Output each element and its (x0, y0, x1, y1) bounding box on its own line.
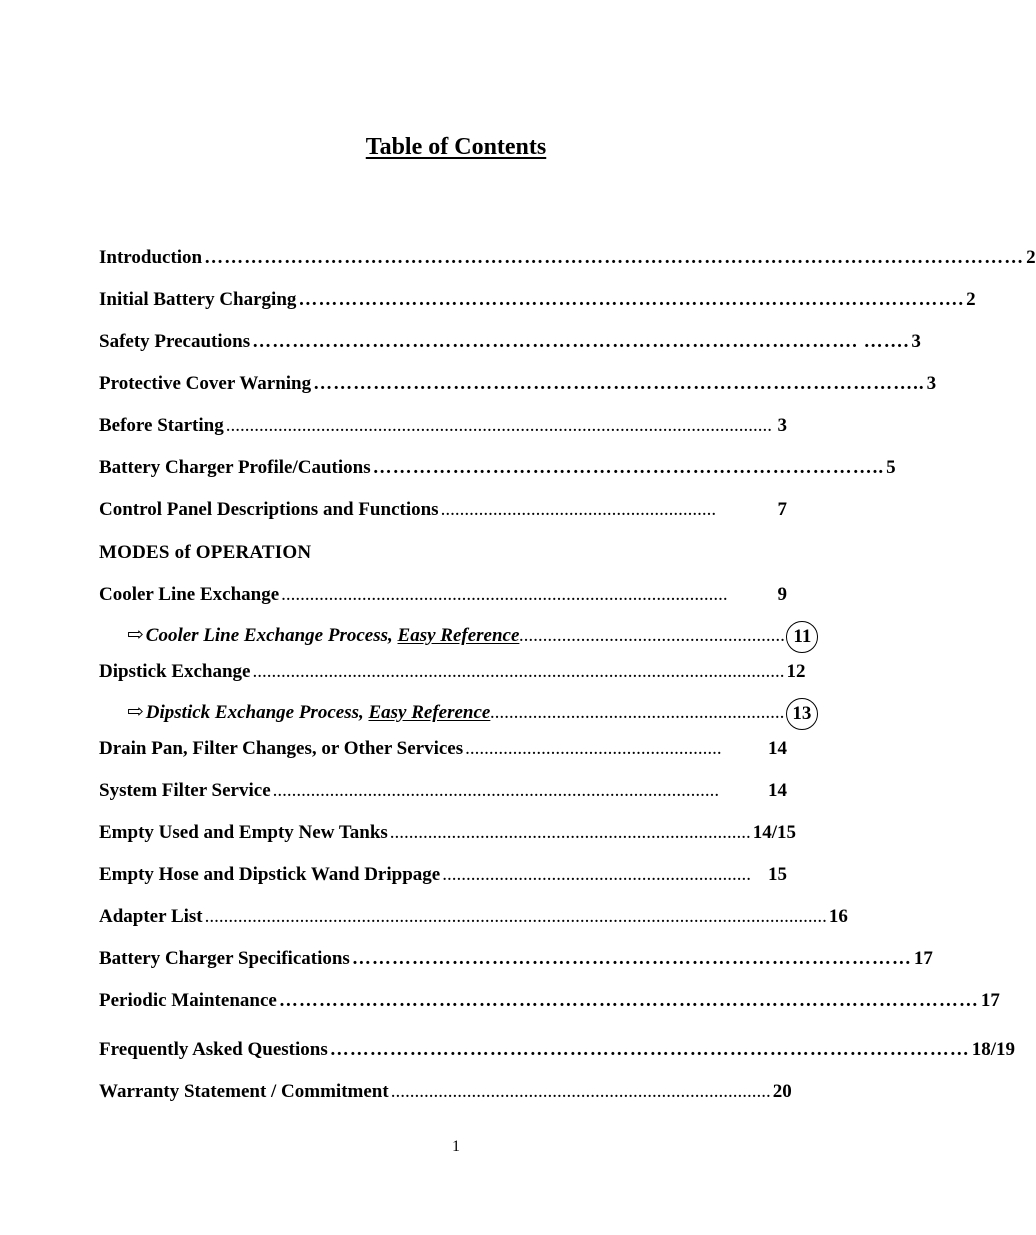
toc-leader-dots: ........................................................ (519, 625, 786, 646)
toc-page-number: 9 (777, 584, 787, 605)
toc-leader-dots: ………………………………………………………………………………………. (298, 289, 965, 310)
toc-leader-dots: ................................................................................................................ (252, 661, 785, 682)
toc-leader-dots: .............................................................................................. (281, 584, 728, 605)
toc-page-number: 12 (786, 661, 806, 682)
toc-entry-cooler-line-exchange[interactable] (99, 583, 787, 607)
toc-leader-dots: …………………………………………………………………………………………………………… (204, 247, 1025, 268)
toc-entry-battery-charger-profile[interactable] (99, 456, 896, 480)
toc-page-number: 17 (913, 948, 933, 969)
page-number-footer: 1 (452, 1138, 460, 1155)
arrow-right-icon: ⇨ (127, 701, 144, 723)
toc-subentry-cooler-line-easy-reference[interactable] (127, 620, 812, 652)
toc-page-number-circled: 13 (786, 698, 818, 730)
toc-leader-dots: .............................................................. (490, 702, 785, 723)
toc-leader-dots: ………………………………………………………………….. (372, 457, 885, 478)
toc-entry-label: Cooler Line Exchange Process, Easy Reference (145, 625, 520, 646)
toc-entry-dipstick-exchange[interactable] (99, 660, 806, 684)
toc-page-number: 14 (768, 780, 787, 801)
toc-entry-system-filter-service[interactable] (99, 779, 787, 803)
toc-entry-label: Frequently Asked Questions (99, 1039, 328, 1060)
toc-entry-label: Drain Pan, Filter Changes, or Other Services (99, 738, 464, 759)
toc-page-number: 7 (777, 499, 787, 520)
toc-leader-dots: ................................................................................................................................... (204, 906, 827, 927)
toc-entry-safety-precautions[interactable] (99, 330, 921, 354)
toc-leader-dots: …………………………………………………………………………………………… (278, 990, 979, 1011)
toc-page-number-circled: 11 (786, 621, 818, 653)
toc-leader-dots: ................................................................................................................... (225, 415, 772, 436)
toc-entry-faq[interactable] (99, 1038, 1016, 1062)
toc-page-number: 18/19 (971, 1039, 1016, 1060)
toc-entry-battery-charger-specs[interactable] (99, 947, 933, 971)
toc-page-number: 16 (828, 906, 848, 927)
easy-reference-link[interactable]: Easy Reference (368, 702, 491, 723)
toc-entry-label: Warranty Statement / Commitment (99, 1081, 389, 1102)
toc-leader-dots: ………………………………………………………………………………. ……. (252, 331, 910, 352)
toc-entry-label: Empty Used and Empty New Tanks (99, 822, 388, 843)
toc-entry-label: Before Starting (99, 415, 224, 436)
toc-entry-label: Initial Battery Charging (99, 289, 297, 310)
toc-entry-label: Safety Precautions (99, 331, 251, 352)
page-title: Table of Contents (365, 134, 547, 160)
toc-section-heading[interactable] (99, 541, 311, 565)
toc-entry-drain-pan[interactable] (99, 737, 787, 761)
toc-entry-empty-tanks[interactable] (99, 821, 797, 845)
toc-section-label: MODES of OPERATION (99, 542, 312, 563)
toc-entry-warranty[interactable] (99, 1080, 792, 1104)
toc-leader-dots: .......................................................... (440, 499, 717, 520)
toc-leader-dots: ................................................................. (442, 864, 751, 885)
toc-leader-dots: ................................................................................ (390, 1081, 771, 1102)
toc-subentry-dipstick-easy-reference[interactable] (127, 697, 812, 729)
toc-entry-initial-battery-charging[interactable] (99, 288, 976, 312)
toc-entry-label: Dipstick Exchange Process, Easy Reference (145, 702, 491, 723)
toc-entry-label: Battery Charger Specifications (99, 948, 350, 969)
toc-leader-dots: .............................................................................................. (272, 780, 720, 801)
easy-reference-link[interactable]: Easy Reference (397, 625, 520, 646)
toc-leader-dots: …………………………………………………………………………………… (329, 1039, 970, 1060)
toc-page-number: 14 (768, 738, 787, 759)
toc-entry-adapter-list[interactable] (99, 905, 848, 929)
toc-entry-label: Introduction (99, 247, 203, 268)
toc-leader-dots: ………………………………………………………………………… (351, 948, 912, 969)
toc-entry-protective-cover-warning[interactable] (99, 372, 937, 396)
toc-page-number: 5 (886, 457, 896, 478)
toc-leader-dots: ……………………………………………………………………………….. (313, 373, 925, 394)
toc-page-number: 3 (777, 415, 787, 436)
toc-entry-label: Cooler Line Exchange (99, 584, 280, 605)
toc-entry-label: Dipstick Exchange (99, 661, 251, 682)
toc-page-number: 17 (980, 990, 1000, 1011)
toc-page-number: 2 (966, 289, 976, 310)
toc-entry-before-starting[interactable] (99, 414, 787, 438)
toc-page-number: 3 (926, 373, 937, 394)
toc-entry-label: Protective Cover Warning (99, 373, 312, 394)
toc-page-number: 14/15 (752, 822, 797, 843)
toc-page-number: 20 (772, 1081, 792, 1102)
toc-page-number: 15 (768, 864, 787, 885)
toc-entry-label: Empty Hose and Dipstick Wand Drippage (99, 864, 441, 885)
toc-entry-label: Adapter List (99, 906, 203, 927)
toc-page-number: 2 (1026, 247, 1036, 268)
toc-entry-label: Periodic Maintenance (99, 990, 277, 1011)
toc-entry-control-panel[interactable] (99, 498, 787, 522)
toc-entry-empty-hose[interactable] (99, 863, 787, 887)
toc-entry-introduction[interactable] (99, 246, 1036, 270)
toc-page-number: 3 (911, 331, 921, 352)
toc-leader-dots: ...................................................... (465, 738, 722, 759)
arrow-right-icon: ⇨ (127, 624, 144, 646)
toc-entry-periodic-maintenance[interactable] (99, 989, 1000, 1013)
toc-entry-label: Battery Charger Profile/Cautions (99, 457, 371, 478)
toc-entry-label: System Filter Service (99, 780, 271, 801)
toc-entry-label: Control Panel Descriptions and Functions (99, 499, 439, 520)
toc-leader-dots: ............................................................................ (389, 822, 751, 843)
